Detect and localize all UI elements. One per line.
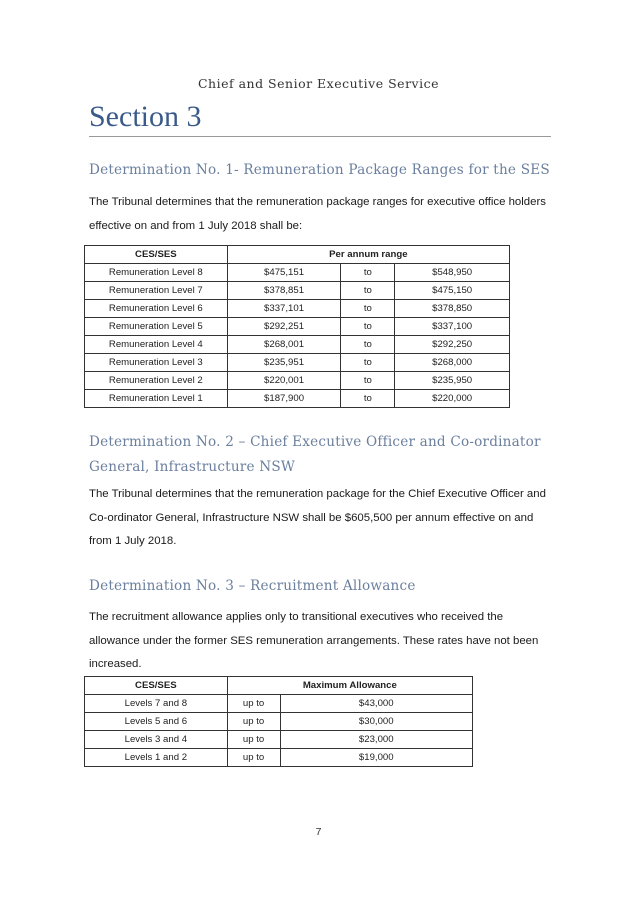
determination-1-body <box>89 191 559 238</box>
document-header: Chief and Senior Executive Service <box>197 76 440 91</box>
recruitment-allowance-table <box>84 676 473 767</box>
to-word-cell: to <box>341 390 395 408</box>
table-row <box>85 318 510 336</box>
to-cell: $378,850 <box>395 300 510 318</box>
upto-cell: up to <box>227 695 280 713</box>
level-cell: Remuneration Level 6 <box>85 300 228 318</box>
table-row <box>85 731 473 749</box>
from-cell: $292,251 <box>227 318 341 336</box>
table-row <box>85 336 510 354</box>
levels-cell: Levels 5 and 6 <box>85 713 228 731</box>
to-word-cell: to <box>341 336 395 354</box>
to-word-cell: to <box>341 282 395 300</box>
table-row <box>85 713 473 731</box>
to-word-cell: to <box>341 264 395 282</box>
body-line: Co-ordinator General, Infrastructure NSW shall be $605,500 per annum effective on and <box>89 511 534 524</box>
amount-cell: $23,000 <box>280 731 472 749</box>
to-word-cell: to <box>341 372 395 390</box>
upto-cell: up to <box>227 749 280 767</box>
column-header: Per annum range <box>227 246 509 264</box>
upto-cell: up to <box>227 731 280 749</box>
level-cell: Remuneration Level 3 <box>85 354 228 372</box>
from-cell: $220,001 <box>227 372 341 390</box>
column-header: Maximum Allowance <box>227 677 472 695</box>
determination-2-body <box>89 483 559 554</box>
page-number: 7 <box>315 826 322 838</box>
determination-1-heading: Determination No. 1- Remuneration Package Ranges for the SES <box>89 162 550 178</box>
from-cell: $475,151 <box>227 264 341 282</box>
table-row <box>85 749 473 767</box>
body-line: The Tribunal determines that the remuneration package ranges for executive office holders <box>89 196 546 208</box>
remuneration-ranges-table <box>84 245 510 408</box>
body-line: allowance under the former SES remuneration arrangements. These rates have not been <box>89 634 539 647</box>
table-header-row <box>85 677 473 695</box>
table-row <box>85 354 510 372</box>
table-row <box>85 390 510 408</box>
body-line: The Tribunal determines that the remuneration package for the Chief Executive Officer and <box>89 488 546 500</box>
levels-cell: Levels 3 and 4 <box>85 731 228 749</box>
from-cell: $235,951 <box>227 354 341 372</box>
section-title: Section 3 <box>89 100 202 133</box>
body-line: increased. <box>89 658 142 670</box>
table-header-row <box>85 246 510 264</box>
upto-cell: up to <box>227 713 280 731</box>
levels-cell: Levels 7 and 8 <box>85 695 228 713</box>
levels-cell: Levels 1 and 2 <box>85 749 228 767</box>
column-header: CES/SES <box>85 677 228 695</box>
level-cell: Remuneration Level 8 <box>85 264 228 282</box>
to-cell: $292,250 <box>395 336 510 354</box>
column-header: CES/SES <box>85 246 228 264</box>
level-cell: Remuneration Level 7 <box>85 282 228 300</box>
determination-2-heading <box>89 430 541 480</box>
table-row <box>85 264 510 282</box>
to-word-cell: to <box>341 300 395 318</box>
table-row <box>85 300 510 318</box>
from-cell: $268,001 <box>227 336 341 354</box>
body-line: from 1 July 2018. <box>89 535 177 547</box>
determination-3-body <box>89 606 559 677</box>
to-cell: $235,950 <box>395 372 510 390</box>
table-row <box>85 372 510 390</box>
section-divider <box>89 136 551 137</box>
from-cell: $378,851 <box>227 282 341 300</box>
body-line: effective on and from 1 July 2018 shall be: <box>89 219 303 232</box>
determination-3-heading: Determination No. 3 – Recruitment Allowance <box>89 578 416 594</box>
body-line: The recruitment allowance applies only to transitional executives who received the <box>89 611 504 623</box>
amount-cell: $30,000 <box>280 713 472 731</box>
heading-line: Determination No. 2 – Chief Executive Officer and Co-ordinator <box>89 434 541 450</box>
amount-cell: $43,000 <box>280 695 472 713</box>
amount-cell: $19,000 <box>280 749 472 767</box>
table-row <box>85 282 510 300</box>
to-cell: $548,950 <box>395 264 510 282</box>
to-cell: $337,100 <box>395 318 510 336</box>
level-cell: Remuneration Level 5 <box>85 318 228 336</box>
to-word-cell: to <box>341 354 395 372</box>
to-cell: $475,150 <box>395 282 510 300</box>
heading-line: General, Infrastructure NSW <box>89 459 296 475</box>
to-cell: $268,000 <box>395 354 510 372</box>
level-cell: Remuneration Level 1 <box>85 390 228 408</box>
table-row <box>85 695 473 713</box>
level-cell: Remuneration Level 4 <box>85 336 228 354</box>
from-cell: $187,900 <box>227 390 341 408</box>
from-cell: $337,101 <box>227 300 341 318</box>
to-cell: $220,000 <box>395 390 510 408</box>
level-cell: Remuneration Level 2 <box>85 372 228 390</box>
to-word-cell: to <box>341 318 395 336</box>
